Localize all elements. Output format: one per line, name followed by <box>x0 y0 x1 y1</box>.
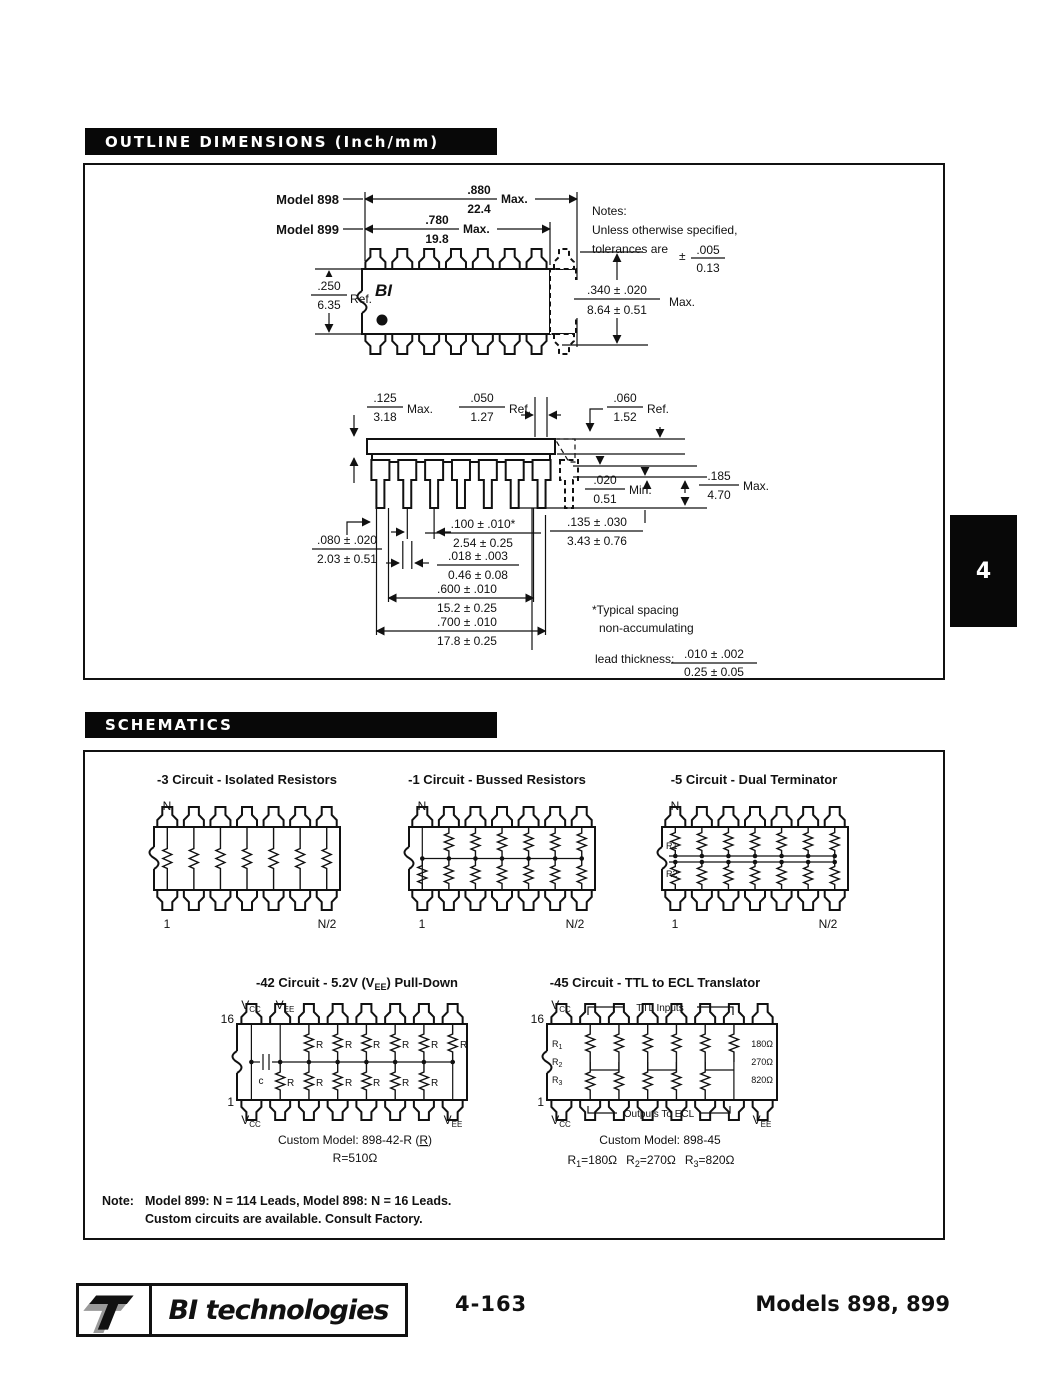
vcc-top-label: $V_{CC}$ <box>241 998 261 1014</box>
svg-text:17.8 ± 0.25: 17.8 ± 0.25 <box>437 634 497 648</box>
svg-text:.080 ± .020: .080 ± .020 <box>317 533 377 547</box>
schematic-42-pulldown <box>221 975 468 1165</box>
svg-text:15.2 ± 0.25: 15.2 ± 0.25 <box>437 601 497 615</box>
package-body <box>362 269 550 334</box>
svg-text:.018 ± .003: .018 ± .003 <box>448 549 508 563</box>
svg-text:R: R <box>316 1078 324 1089</box>
svg-text:6.35: 6.35 <box>317 298 341 312</box>
r3-label: $R_3$ <box>552 1075 563 1087</box>
svg-text:.010 ± .002: .010 ± .002 <box>684 647 744 661</box>
footer-logo-box <box>76 1283 408 1337</box>
side-pins <box>371 460 550 508</box>
outline-dimensions-box <box>83 163 945 680</box>
bottom-pins <box>365 334 546 354</box>
svg-text:R: R <box>431 1078 439 1089</box>
svg-text:N: N <box>417 799 427 813</box>
schematic-45-translator <box>531 975 777 1169</box>
svg-text:1: 1 <box>163 917 171 931</box>
svg-text:.700 ± .010: .700 ± .010 <box>437 615 497 629</box>
schematic-3-title: -3 Circuit - Isolated Resistors <box>157 772 337 787</box>
outline-drawing <box>85 165 942 677</box>
svg-text:N/2: N/2 <box>565 917 585 931</box>
svg-text:R: R <box>402 1078 410 1089</box>
svg-text:2.54 ± 0.25: 2.54 ± 0.25 <box>453 536 513 550</box>
footer-models: Models 898, 899 <box>755 1292 950 1316</box>
capacitor-label: c <box>258 1076 264 1087</box>
r1-label: $R_1$ <box>552 1039 563 1051</box>
vee-bottom-label: $V_{EE}$ <box>443 1113 463 1129</box>
svg-text:3.18: 3.18 <box>373 410 397 424</box>
r2-label: $R_2$ <box>552 1057 563 1069</box>
svg-text:N: N <box>162 799 172 813</box>
svg-text:1: 1 <box>671 917 679 931</box>
svg-text:tolerances are: tolerances are <box>592 242 669 256</box>
dashed-side-pin <box>560 460 578 508</box>
svg-text:.340 ± .020: .340 ± .020 <box>587 283 647 297</box>
r2-value: 270Ω <box>751 1057 773 1067</box>
svg-text:Max.: Max. <box>407 402 434 416</box>
dim-600 <box>389 582 534 615</box>
note-label: Note: <box>102 1194 134 1208</box>
ttl-inputs-label: TTL Inputs <box>636 1003 684 1014</box>
svg-text:22.4: 22.4 <box>467 202 491 216</box>
r2-label: R2 <box>666 869 678 879</box>
pin16-label: 16 <box>530 1012 544 1026</box>
svg-text:.050: .050 <box>470 391 494 405</box>
schematics-box <box>83 750 945 1240</box>
outline-title: OUTLINE DIMENSIONS (Inch/mm) <box>105 132 440 151</box>
r1-label: R1 <box>666 841 678 851</box>
svg-text:4.70: 4.70 <box>707 488 731 502</box>
svg-text:R: R <box>316 1040 324 1051</box>
svg-text:R: R <box>373 1078 381 1089</box>
dim-125 <box>354 391 433 483</box>
dim-018 <box>386 549 519 582</box>
svg-text:.135 ± .030: .135 ± .030 <box>567 515 627 529</box>
schematic-5-dual-terminator <box>658 772 849 931</box>
svg-text:1.52: 1.52 <box>613 410 637 424</box>
schematics-drawing <box>85 752 942 1237</box>
svg-text:19.8: 19.8 <box>425 232 449 246</box>
section-header-outline <box>85 128 497 155</box>
svg-text:.880: .880 <box>467 183 491 197</box>
schematic-1-bussed <box>405 772 596 931</box>
r-value-42: R=510Ω <box>332 1151 378 1165</box>
svg-text:2.03 ± 0.51: 2.03 ± 0.51 <box>317 552 377 566</box>
svg-text:.600 ± .010: .600 ± .010 <box>437 582 497 596</box>
svg-text:0.46 ± 0.08: 0.46 ± 0.08 <box>448 568 508 582</box>
model-899-label: Model 899 <box>276 222 339 237</box>
vcc-top-label: $V_{CC}$ <box>551 998 571 1014</box>
svg-text:R: R <box>287 1078 295 1089</box>
dip-side-view <box>367 439 578 508</box>
svg-text:R: R <box>345 1040 353 1051</box>
svg-text:1: 1 <box>418 917 426 931</box>
svg-text:R: R <box>373 1040 381 1051</box>
svg-text:.060: .060 <box>613 391 637 405</box>
svg-text:.125: .125 <box>373 391 397 405</box>
svg-text:N/2: N/2 <box>818 917 838 931</box>
section-tab-number: 4 <box>975 558 992 584</box>
logo-glyph-cell <box>79 1286 152 1334</box>
section-header-schematics <box>85 712 497 738</box>
dashed-side-body <box>555 439 575 462</box>
svg-text:0.51: 0.51 <box>593 492 617 506</box>
lead-count-note <box>102 1194 451 1226</box>
dim-020 <box>585 473 652 506</box>
note-line2: Custom circuits are available. Consult Factory. <box>145 1212 423 1226</box>
svg-text:.250: .250 <box>317 279 341 293</box>
note-line1: Model 899: N = 114 Leads, Model 898: N = 16 Leads. <box>145 1194 452 1208</box>
dim-135 <box>550 510 645 548</box>
svg-text:non-accumulating: non-accumulating <box>599 621 694 635</box>
svg-text:1.27: 1.27 <box>470 410 494 424</box>
schematic-5-title: -5 Circuit - Dual Terminator <box>670 772 838 787</box>
vee-top-label: $V_{EE}$ <box>275 998 295 1014</box>
tolerance-notes <box>592 204 737 275</box>
dashed-pin-bottom <box>554 334 574 354</box>
svg-text:R: R <box>345 1078 353 1089</box>
vee-bottom-label: $V_{EE}$ <box>752 1113 772 1129</box>
pin16-label: 16 <box>220 1012 234 1026</box>
outputs-label: Outputs To ECL <box>623 1109 695 1120</box>
custom-model-45: Custom Model: 898-45 <box>599 1133 721 1147</box>
svg-text:N: N <box>670 799 680 813</box>
schematic-3-isolated <box>150 772 341 931</box>
pin1-label: 1 <box>227 1095 234 1109</box>
chip-logo: BI <box>375 281 392 300</box>
tt-logo-icon <box>83 1287 145 1333</box>
custom-model-42: Custom Model: 898-42-R (R) <box>277 1133 433 1147</box>
dim-700 <box>377 615 546 648</box>
brand-name: BI technologies <box>168 1294 389 1326</box>
typical-spacing-note <box>592 603 757 677</box>
svg-text:.780: .780 <box>425 213 449 227</box>
svg-text:8.64 ± 0.51: 8.64 ± 0.51 <box>587 303 647 317</box>
svg-text:Max.: Max. <box>463 222 490 236</box>
schematic-42-title: -42 Circuit - 5.2V $(V_{EE})$ Pull-Down <box>256 975 458 992</box>
r1-value: 180Ω <box>751 1039 773 1049</box>
svg-text:±: ± <box>679 249 686 263</box>
svg-text:3.43 ± 0.76: 3.43 ± 0.76 <box>567 534 627 548</box>
svg-text:Min.: Min. <box>629 483 652 497</box>
dip-top-view <box>358 249 577 354</box>
svg-text:Unless otherwise specified,: Unless otherwise specified, <box>592 223 738 237</box>
vcc-bottom-label: $V_{CC}$ <box>551 1113 571 1129</box>
svg-text:.005: .005 <box>696 243 720 257</box>
svg-text:Ref.: Ref. <box>647 402 670 416</box>
dim-185 <box>685 469 769 505</box>
dashed-pin-top <box>554 249 574 269</box>
dim-060 <box>590 391 669 431</box>
svg-text:0.25 ± 0.05: 0.25 ± 0.05 <box>684 665 744 677</box>
svg-text:R: R <box>460 1040 468 1051</box>
r3-value: 820Ω <box>751 1075 773 1085</box>
dim-100 <box>391 517 541 550</box>
svg-text:*Typical spacing: *Typical spacing <box>592 603 679 617</box>
svg-text:Notes:: Notes: <box>592 204 627 218</box>
dim-050 <box>459 391 561 437</box>
svg-text:.185: .185 <box>707 469 731 483</box>
schematics-title: SCHEMATICS <box>105 716 233 734</box>
svg-text:N/2: N/2 <box>317 917 337 931</box>
page-number: 4-163 <box>455 1292 528 1316</box>
svg-text:.020: .020 <box>593 473 617 487</box>
svg-text:.100 ± .010*: .100 ± .010* <box>450 517 516 531</box>
svg-text:Max.: Max. <box>743 479 770 493</box>
svg-text:Max.: Max. <box>669 295 696 309</box>
svg-text:R: R <box>431 1040 439 1051</box>
svg-text:Ref.: Ref. <box>509 402 532 416</box>
r-values-45: $R_1=180\Omega$ $R_2=270\Omega$ $R_3=820\Omega$ <box>567 1153 735 1169</box>
schematic-1-title: -1 Circuit - Bussed Resistors <box>408 772 586 787</box>
dim-340 <box>562 252 695 345</box>
svg-text:Ref.: Ref. <box>350 292 373 306</box>
section-tab <box>950 515 1017 627</box>
svg-text:R: R <box>402 1040 410 1051</box>
svg-text:0.13: 0.13 <box>696 261 720 275</box>
pin1-dot <box>377 315 388 326</box>
vcc-bottom-label: $V_{CC}$ <box>241 1113 261 1129</box>
svg-text:Max.: Max. <box>501 192 528 206</box>
svg-text:lead thickness:: lead thickness: <box>595 652 675 666</box>
dim-080 <box>312 522 382 566</box>
schematic-45-title: -45 Circuit - TTL to ECL Translator <box>549 975 761 990</box>
top-pins <box>365 249 546 269</box>
model-898-label: Model 898 <box>276 192 339 207</box>
pin1-label: 1 <box>537 1095 544 1109</box>
